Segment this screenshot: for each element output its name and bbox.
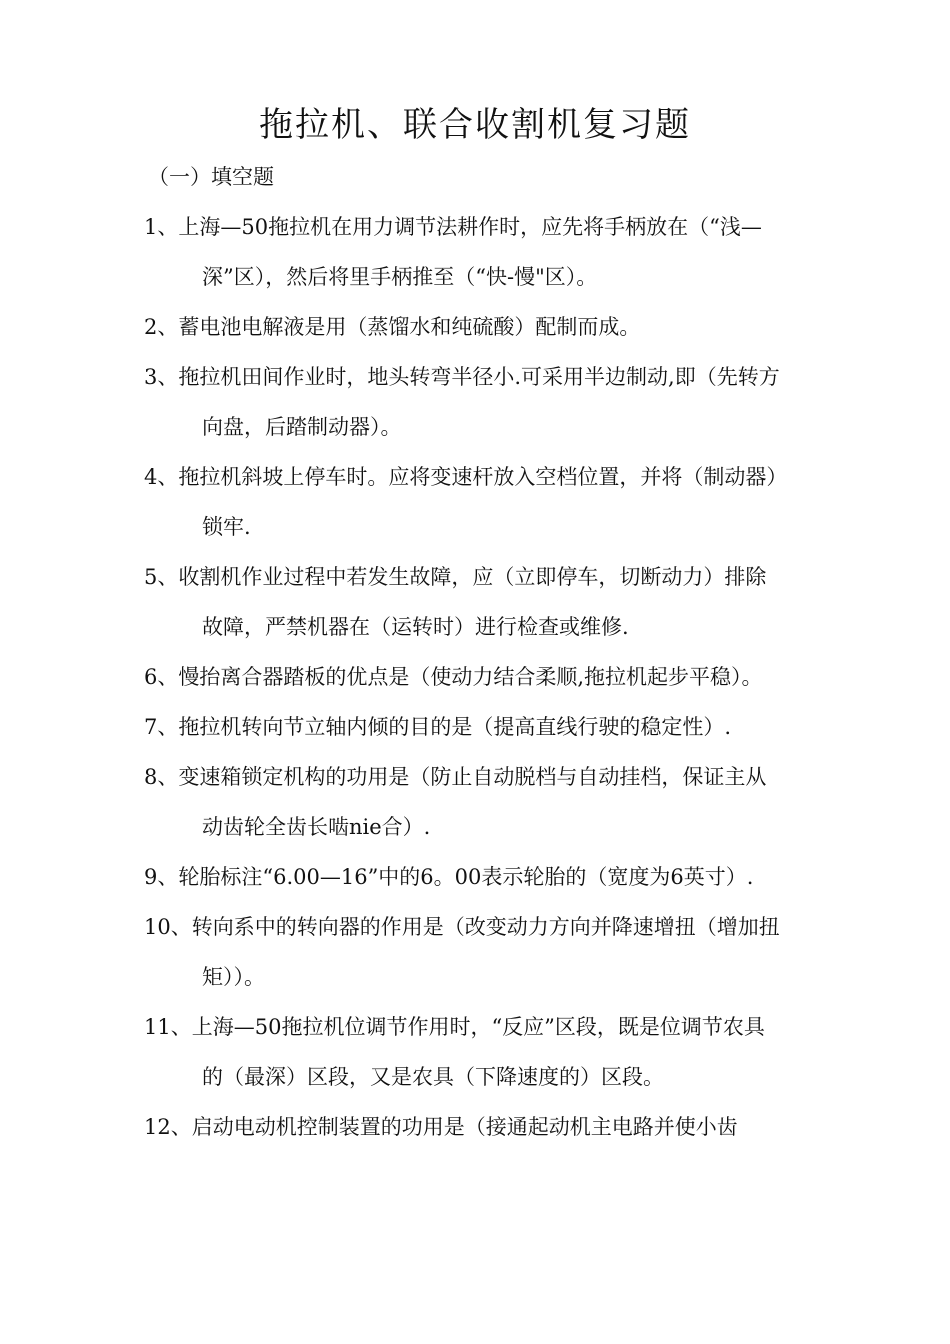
section-heading: （一）填空题: [148, 165, 274, 189]
question-9-line-1: 9、轮胎标注“6.00—16”中的6。00表示轮胎的（宽度为6英寸）.: [144, 865, 754, 889]
question-2-line-1: 2、蓄电池电解液是用（蒸馏水和纯硫酸）配制而成。: [144, 315, 641, 339]
question-4-line-2: 锁牢.: [202, 515, 251, 539]
question-3-line-2: 向盘，后踏制动器）。: [202, 415, 402, 439]
question-1-line-2: 深”区），然后将里手柄推至（“快-慢"区）。: [202, 265, 598, 289]
question-1-line-1: 1、上海—50拖拉机在用力调节法耕作时，应先将手柄放在（“浅—: [144, 215, 762, 239]
question-11-line-1: 11、上海—50拖拉机位调节作用时，“反应”区段，既是位调节农具: [144, 1015, 765, 1039]
question-10-line-2: 矩））。: [202, 965, 265, 989]
question-10-line-1: 10、转向系中的转向器的作用是（改变动力方向并降速增扭（增加扭: [144, 915, 780, 939]
question-5-line-2: 故障，严禁机器在（运转时）进行检查或维修.: [202, 615, 629, 639]
question-8-line-1: 8、变速箱锁定机构的功用是（防止自动脱档与自动挂档，保证主从: [144, 765, 767, 789]
question-6-line-1: 6、慢抬离合器踏板的优点是（使动力结合柔顺,拖拉机起步平稳）。: [144, 665, 763, 689]
question-5-line-1: 5、收割机作业过程中若发生故障，应（立即停车，切断动力）排除: [144, 565, 767, 589]
question-11-line-2: 的（最深）区段，又是农具（下降速度的）区段。: [202, 1065, 664, 1089]
question-12-line-1: 12、启动电动机控制装置的功用是（接通起动机主电路并使小齿: [144, 1115, 738, 1139]
question-7-line-1: 7、拖拉机转向节立轴内倾的目的是（提高直线行驶的稳定性）.: [144, 715, 732, 739]
question-4-line-1: 4、拖拉机斜坡上停车时。应将变速杆放入空档位置，并将（制动器）: [144, 465, 788, 489]
document-title: 拖拉机、联合收割机复习题: [259, 105, 691, 145]
question-8-line-2: 动齿轮全齿长啮nie合）.: [202, 815, 431, 839]
question-3-line-1: 3、拖拉机田间作业时，地头转弯半径小.可采用半边制动,即（先转方: [144, 365, 780, 389]
